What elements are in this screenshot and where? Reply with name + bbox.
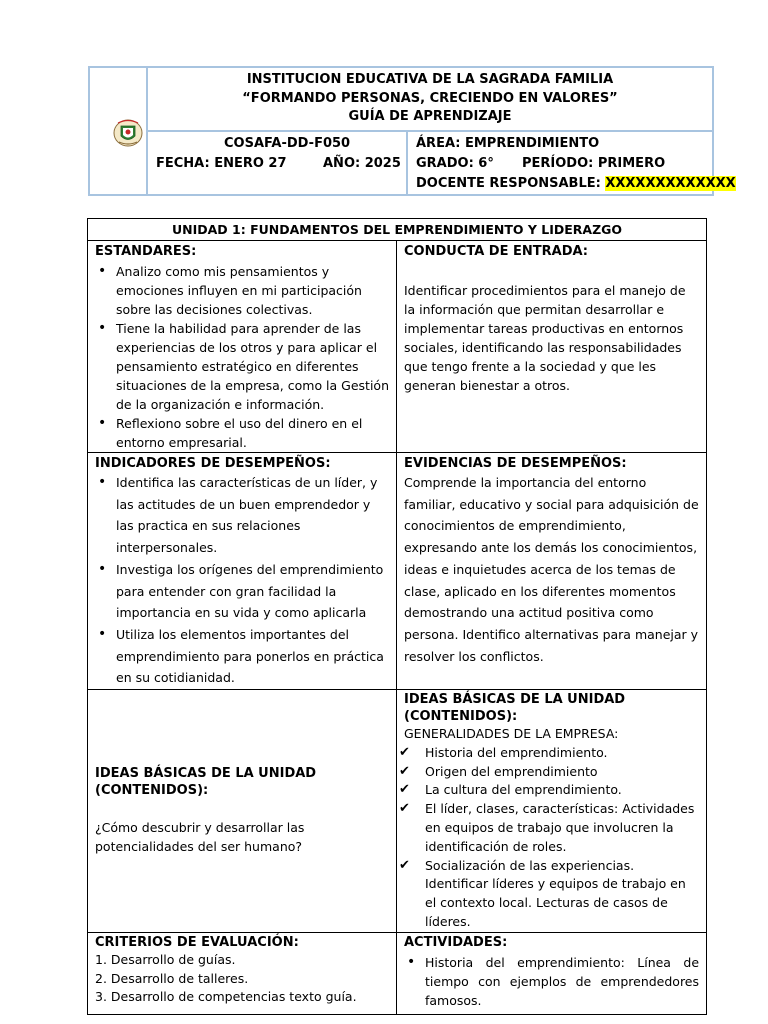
checklist-item: ✔ Origen del emprendimiento bbox=[404, 763, 699, 782]
entry-behavior-text: Identificar procedimientos para el manejo de la información que permitan desarrollar e implementar tareas productivas en entornos sociales, identificando las responsabilidades que tengo frente a la sociedad y que les generan bienestar a otros. bbox=[404, 283, 686, 393]
criteria-item: 1. Desarrollo de guías. bbox=[95, 951, 236, 967]
indicators-cell bbox=[88, 453, 397, 690]
logo-cell bbox=[90, 68, 148, 194]
indicators-list bbox=[95, 472, 389, 689]
standards-cell bbox=[88, 241, 397, 453]
list-item: • Investiga los orígenes del emprendimiento para entender con gran facilidad la importancia en su vida y como aplicarla bbox=[95, 559, 389, 624]
entry-behavior-cell bbox=[397, 241, 707, 453]
contents-question: ¿Cómo descubrir y desarrollar las potencialidades del ser humano? bbox=[95, 820, 305, 854]
contents-left-heading: IDEAS BÁSICAS DE LA UNIDAD (CONTENIDOS): bbox=[95, 766, 317, 799]
date-field: FECHA: ENERO 27 bbox=[156, 156, 287, 171]
document-title: GUÍA DE APRENDIZAJE bbox=[348, 109, 512, 124]
institution-name: INSTITUCION EDUCATIVA DE LA SAGRADA FAMILIA bbox=[246, 72, 614, 87]
list-item: • Reflexiono sobre el uso del dinero en el entorno empresarial. bbox=[95, 414, 389, 452]
indicators-heading: INDICADORES DE DESEMPEÑOS: bbox=[95, 456, 331, 471]
checklist-item: ✔ El líder, clases, características: Actividades en equipos de trabajo que involucren la identificación de roles. bbox=[404, 800, 699, 856]
unit-table bbox=[87, 218, 707, 1015]
checklist-item: ✔ Socialización de las experiencias. Identificar líderes y equipos de trabajo en el contexto local. Lecturas de casos de líderes. bbox=[404, 857, 699, 932]
grade-field: GRADO: 6° bbox=[416, 156, 494, 171]
criteria-cell bbox=[88, 932, 397, 1014]
standards-list bbox=[95, 262, 389, 452]
unit-title-row bbox=[88, 219, 707, 241]
institution-motto: “FORMANDO PERSONAS, CRECIENDO EN VALORES” bbox=[242, 90, 618, 106]
header-title-block bbox=[148, 68, 712, 132]
document-code: COSAFA-DD-F050 bbox=[224, 136, 351, 151]
standards-row bbox=[88, 241, 707, 453]
standards-heading: ESTANDARES: bbox=[95, 244, 197, 259]
checklist-item: ✔ La cultura del emprendimiento. bbox=[404, 781, 699, 800]
unit-title: UNIDAD 1: FUNDAMENTOS DEL EMPRENDIMIENTO Y LIDERAZGO bbox=[88, 219, 707, 241]
activities-heading: ACTIVIDADES: bbox=[404, 934, 508, 950]
list-item: • Historia del emprendimiento: Línea de tiempo con ejemplos de emprendedores famosos. bbox=[404, 953, 699, 1010]
list-item: • Utiliza los elementos importantes del emprendimiento para ponerlos en práctica en su cotidianidad. bbox=[95, 624, 389, 689]
header-meta-right bbox=[408, 132, 736, 194]
contents-left-cell bbox=[88, 690, 397, 933]
activities-cell bbox=[397, 932, 707, 1014]
contents-right-cell bbox=[397, 690, 707, 933]
checklist-item: ✔ Historia del emprendimiento. bbox=[404, 744, 699, 763]
area-field: ÁREA: EMPRENDIMIENTO bbox=[416, 136, 600, 151]
contents-checklist bbox=[404, 744, 699, 932]
entry-behavior-heading: CONDUCTA DE ENTRADA: bbox=[404, 244, 588, 259]
criteria-item: 3. Desarrollo de competencias texto guía. bbox=[95, 989, 357, 1005]
list-item: • Identifica las características de un líder, y las actitudes de un buen emprendedor y las practica en sus relaciones interpersonales. bbox=[95, 472, 389, 559]
teacher-name-highlight: XXXXXXXXXXXXX bbox=[605, 176, 736, 191]
criteria-heading: CRITERIOS DE EVALUACIÓN: bbox=[95, 934, 299, 950]
teacher-field bbox=[416, 176, 736, 191]
list-item: • Tiene la habilidad para aprender de las experiencias de los otros y para aplicar el pensamiento estratégico en diferentes situaciones de la empresa, como la Gestión de la organización e información. bbox=[95, 319, 389, 414]
period-field: PERÍODO: PRIMERO bbox=[522, 156, 666, 171]
header-meta-left bbox=[148, 132, 408, 194]
criteria-item: 2. Desarrollo de talleres. bbox=[95, 970, 249, 986]
contents-right-heading: IDEAS BÁSICAS DE LA UNIDAD (CONTENIDOS): bbox=[404, 692, 626, 725]
performance-row bbox=[88, 453, 707, 690]
document-header bbox=[88, 66, 736, 196]
contents-row bbox=[88, 690, 707, 933]
contents-subheading: GENERALIDADES DE LA EMPRESA: bbox=[404, 726, 619, 742]
evidence-heading: EVIDENCIAS DE DESEMPEÑOS: bbox=[404, 456, 627, 471]
teacher-label: DOCENTE RESPONSABLE: bbox=[416, 176, 606, 191]
year-field: AÑO: 2025 bbox=[323, 156, 401, 171]
evidence-cell bbox=[397, 453, 707, 690]
evidence-text: Comprende la importancia del entorno familiar, educativo y social para adquisición de conocimientos de emprendimiento, expresando ante los demás los conocimientos, ideas e inquietudes acerca de los temas de clase, aplicado en los diferentes momentos demostrando una actitud positiva como persona. Identifico alternativas para manejar y resolver los conflictos. bbox=[404, 475, 699, 664]
school-crest-icon bbox=[112, 117, 144, 149]
activities-list bbox=[404, 953, 699, 1010]
evaluation-row bbox=[88, 932, 707, 1014]
list-item: • Analizo como mis pensamientos y emociones influyen en mi participación sobre las decisiones colectivas. bbox=[95, 262, 389, 319]
